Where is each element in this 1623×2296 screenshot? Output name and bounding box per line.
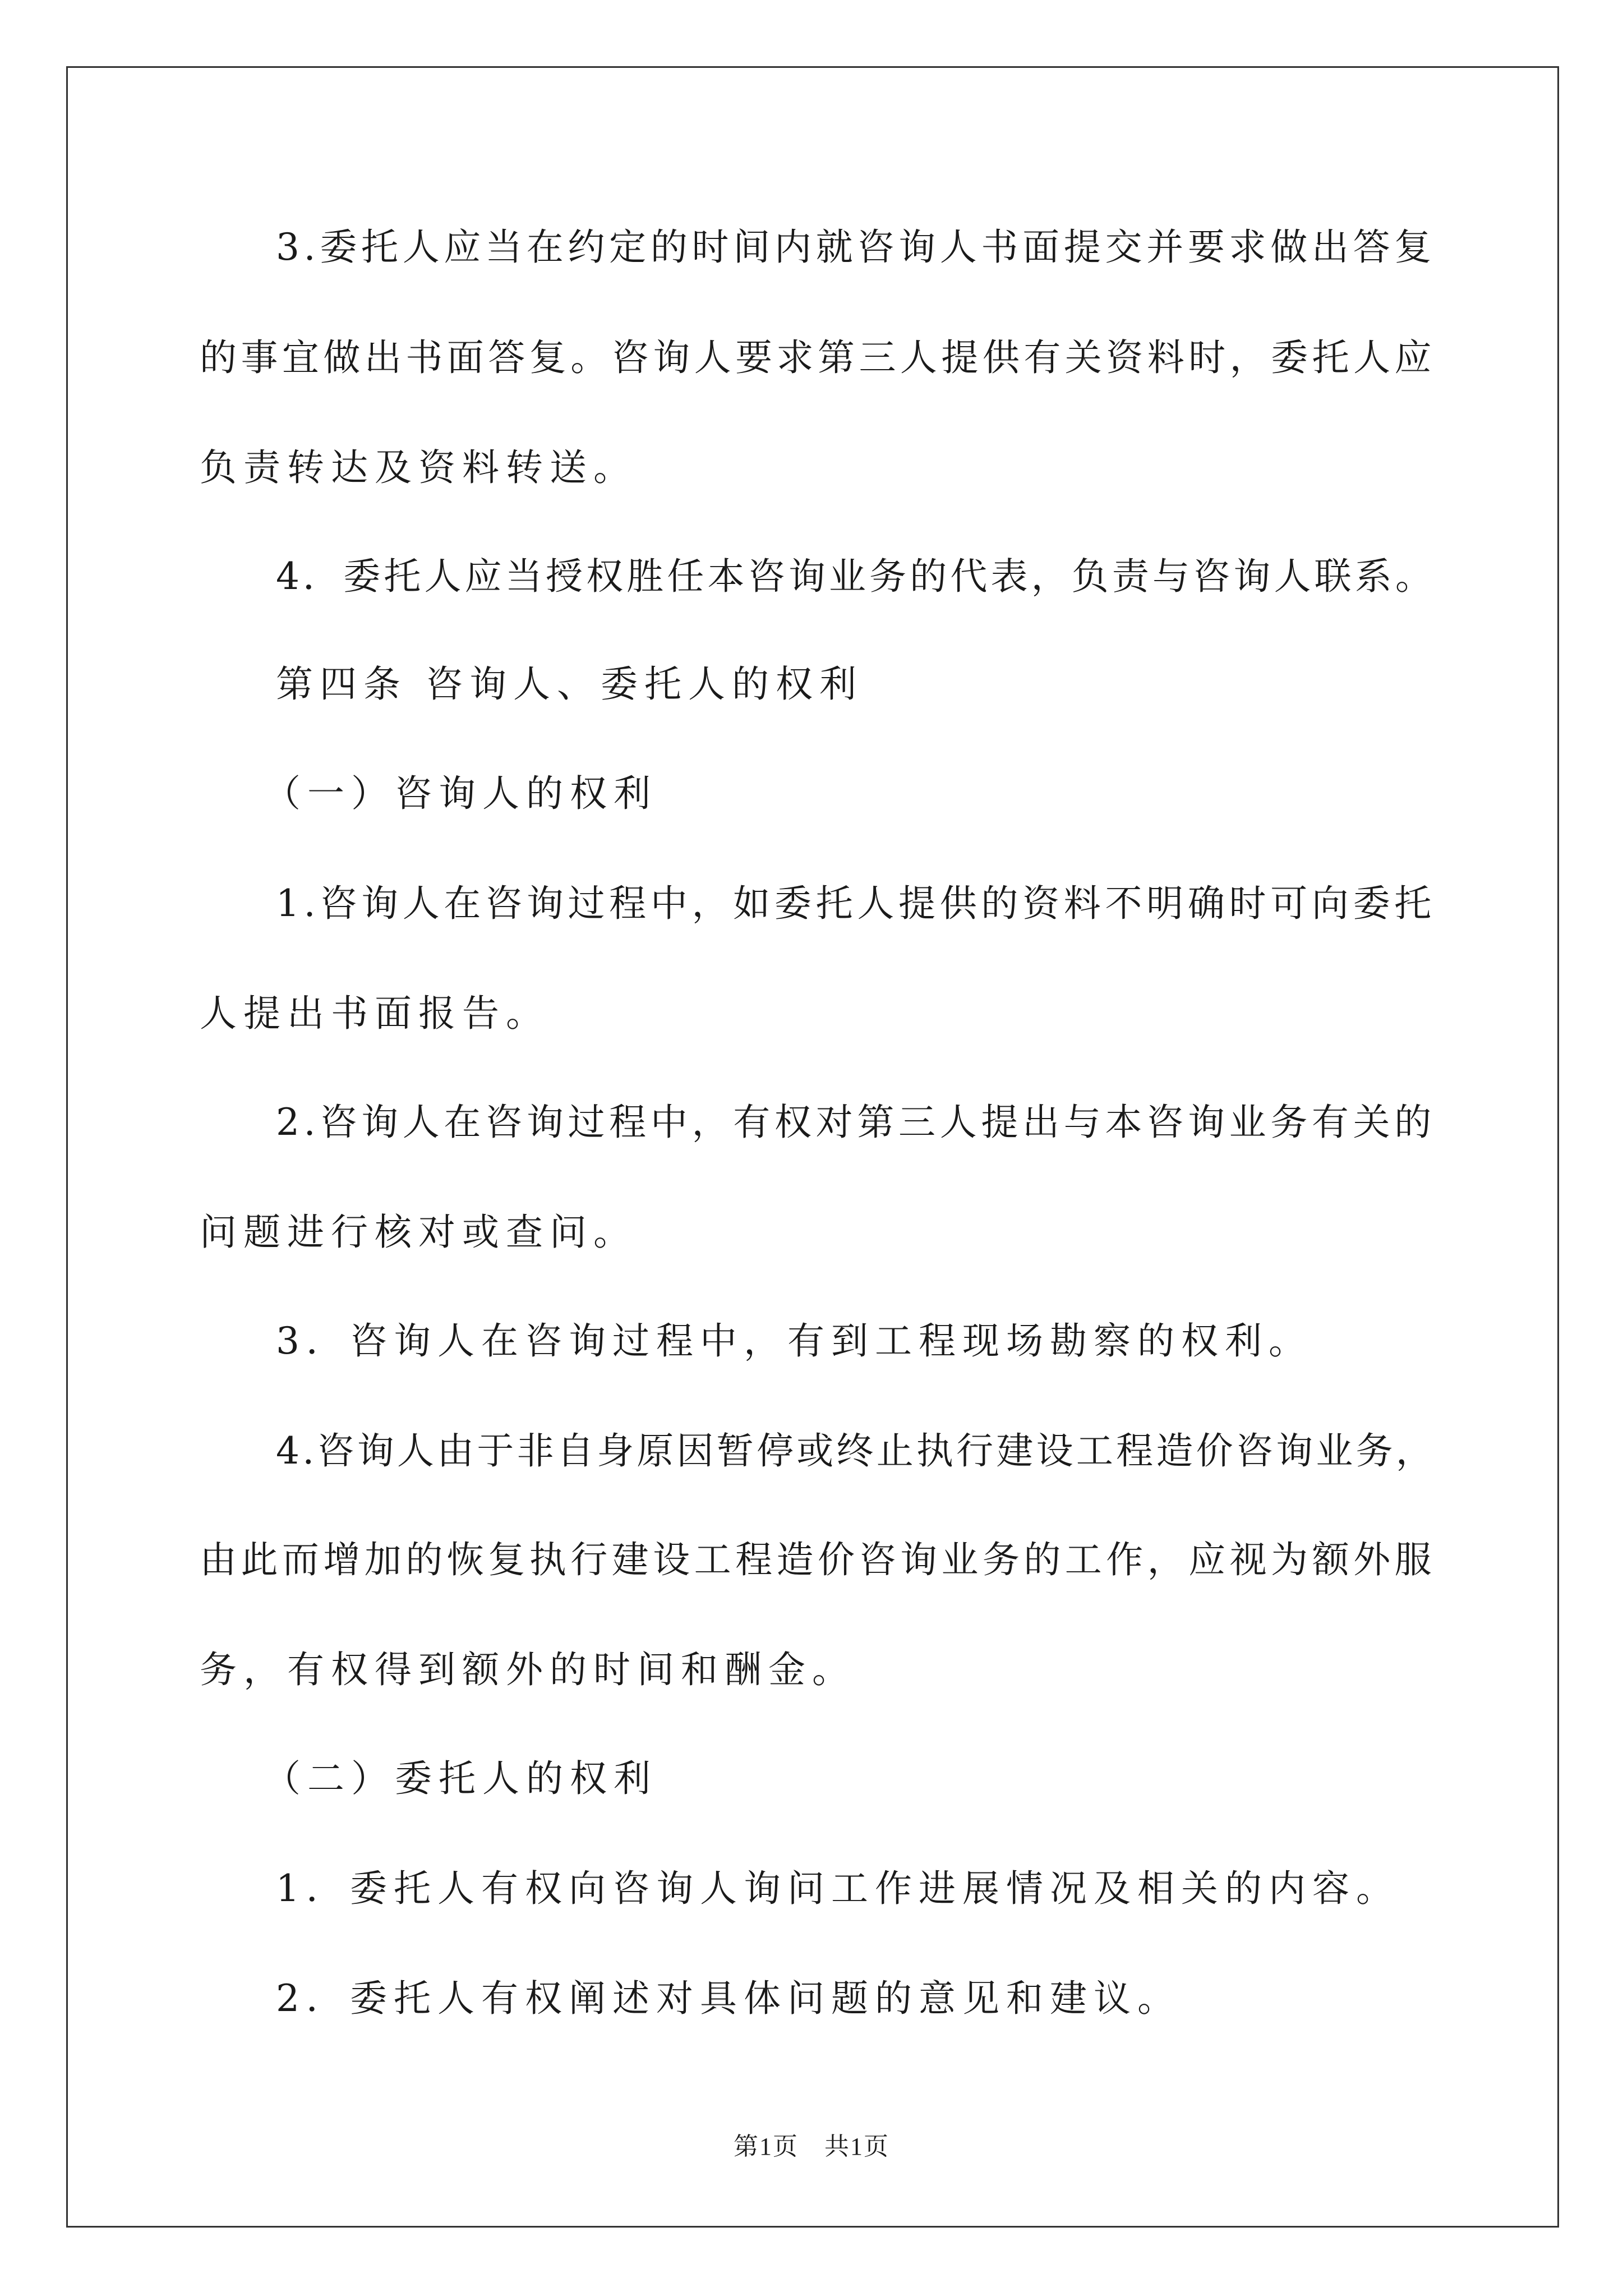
paragraph-line: 3.委托人应当在约定的时间内就咨询人书面提交并要求做出答复 [276, 226, 1436, 269]
paragraph-line: 2．委托人有权阐述对具体问题的意见和建议。 [276, 1977, 1181, 2020]
section-heading: 第四条 咨询人、委托人的权利 [276, 662, 863, 706]
paragraph-line: 务，有权得到额外的时间和酬金。 [200, 1648, 856, 1691]
subsection-heading: （一）咨询人的权利 [264, 772, 657, 815]
subsection-heading: （二）委托人的权利 [264, 1757, 657, 1800]
paragraph-line: 4.咨询人由于非自身原因暂停或终止执行建设工程造价咨询业务， [276, 1429, 1436, 1473]
paragraph-line: 3．咨询人在咨询过程中，有到工程现场勘察的权利。 [276, 1319, 1312, 1363]
paragraph-line: 的事宜做出书面答复。咨询人要求第三人提供有关资料时，委托人应 [200, 336, 1436, 379]
paragraph-line: 负责转达及资料转送。 [200, 446, 637, 489]
paragraph-line: 1．委托人有权向咨询人询问工作进展情况及相关的内容。 [276, 1867, 1400, 1910]
paragraph-line: 问题进行核对或查问。 [200, 1211, 637, 1254]
page-number: 第1页 共1页 [734, 2133, 889, 2160]
paragraph-line: 1.咨询人在咨询过程中，如委托人提供的资料不明确时可向委托 [276, 882, 1436, 925]
paragraph-line: 4．委托人应当授权胜任本咨询业务的代表，负责与咨询人联系。 [276, 555, 1436, 598]
paragraph-line: 2.咨询人在咨询过程中，有权对第三人提出与本咨询业务有关的 [276, 1101, 1436, 1144]
paragraph-line: 由此而增加的恢复执行建设工程造价咨询业务的工作，应视为额外服 [200, 1538, 1436, 1581]
paragraph-line: 人提出书面报告。 [200, 992, 550, 1035]
